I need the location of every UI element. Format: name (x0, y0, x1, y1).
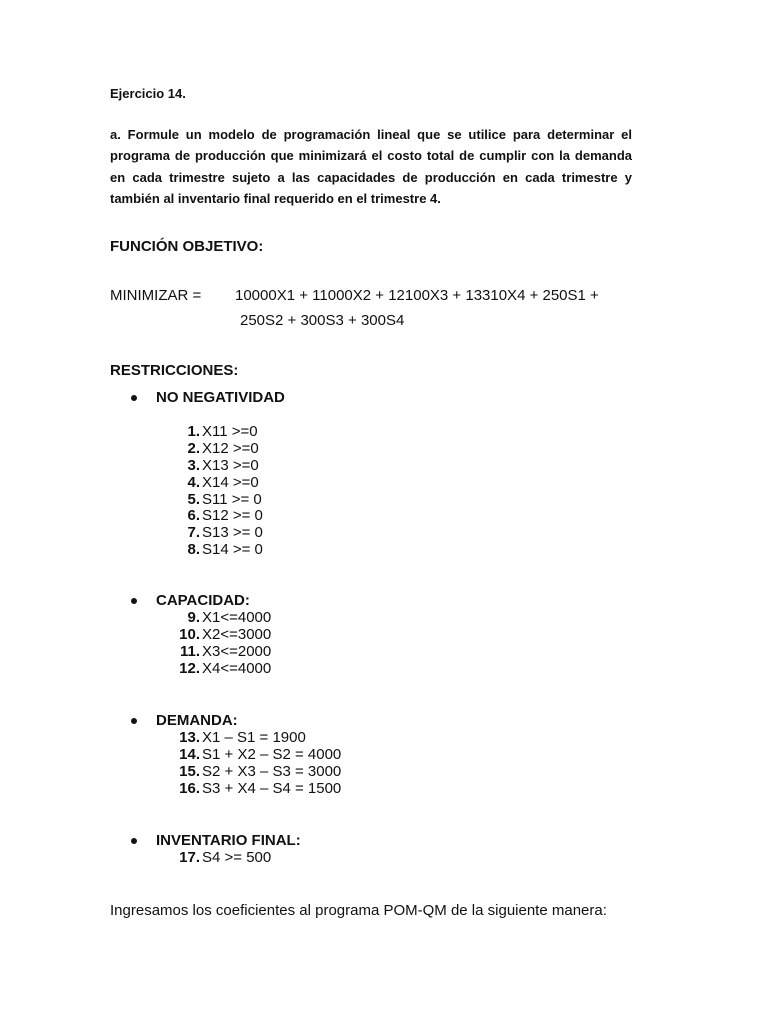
list-item (150, 508, 263, 525)
objective-expression-line2: 250S2 + 300S3 + 300S4 (240, 312, 405, 329)
list-item (150, 627, 271, 644)
list-item (150, 525, 263, 542)
constraint-list-demanda (150, 730, 341, 798)
item-number: 10. (179, 625, 200, 643)
list-item (150, 644, 271, 661)
group-title: DEMANDA: (156, 712, 238, 729)
bullet-icon (131, 395, 137, 401)
restrictions-heading: RESTRICCIONES: (110, 362, 239, 379)
list-item (150, 850, 271, 867)
list-item (150, 781, 341, 798)
item-number: 14. (179, 745, 200, 763)
closing-sentence: Ingresamos los coeficientes al programa POM-QM de la siguiente manera: (110, 902, 607, 919)
constraint-list-no-negatividad (150, 424, 263, 559)
item-text: X14 >=0 (202, 473, 259, 491)
list-item (150, 458, 263, 475)
list-item (150, 764, 341, 781)
item-text: S1 + X2 – S2 = 4000 (202, 745, 342, 763)
constraint-list-capacidad (150, 610, 271, 678)
item-number: 9. (187, 609, 200, 626)
list-item (150, 492, 263, 509)
bullet-icon (131, 838, 137, 844)
list-item (150, 661, 271, 678)
item-text: X3<=2000 (202, 642, 272, 660)
item-number: 4. (187, 473, 200, 491)
bullet-icon (131, 718, 137, 724)
group-heading-no-negatividad (131, 389, 285, 406)
item-text: S2 + X3 – S3 = 3000 (202, 762, 342, 780)
item-text: X12 >=0 (202, 439, 259, 457)
item-text: X11 >=0 (202, 423, 258, 440)
item-number: 15. (179, 762, 200, 780)
intro-text: Formule un modelo de programación lineal que se utilice para determinar el programa de producción que minimizará el costo total de cumplir con la demanda en cada trimestre sujeto a las capacidades de producción en cada trimestre y también al inventario final requerido en el trimestre 4. (110, 127, 632, 206)
item-number: 5. (187, 490, 200, 508)
item-text: S4 >= 500 (202, 849, 272, 866)
list-item (150, 610, 271, 627)
objective-heading: FUNCIÓN OBJETIVO: (110, 238, 264, 255)
item-number: 13. (179, 729, 200, 746)
item-text: S13 >= 0 (202, 524, 263, 542)
group-title: CAPACIDAD: (156, 592, 250, 609)
item-number: 1. (187, 423, 200, 440)
item-text: X1 – S1 = 1900 (202, 729, 306, 746)
group-heading-capacidad (131, 592, 250, 609)
item-text: X4<=4000 (202, 659, 272, 677)
item-number: 17. (179, 849, 200, 866)
item-number: 6. (187, 507, 200, 525)
item-text: S12 >= 0 (202, 507, 263, 525)
objective-label: MINIMIZAR = (110, 287, 202, 304)
list-item (150, 424, 263, 441)
item-text: X1<=4000 (202, 609, 272, 626)
group-heading-demanda (131, 712, 238, 729)
list-item (150, 747, 341, 764)
intro-paragraph (110, 124, 632, 209)
item-number: 7. (187, 524, 200, 542)
group-title: NO NEGATIVIDAD (156, 389, 285, 406)
item-number: 8. (187, 541, 200, 559)
objective-expression-line1: 10000X1 + 11000X2 + 12100X3 + 13310X4 + 250S1 + (235, 287, 599, 304)
list-item (150, 730, 341, 747)
bullet-icon (131, 598, 137, 604)
exercise-title: Ejercicio 14. (110, 86, 186, 101)
item-number: 2. (187, 439, 200, 457)
group-heading-inventario-final (131, 832, 301, 849)
list-item (150, 441, 263, 458)
group-title: INVENTARIO FINAL: (156, 832, 301, 849)
item-text: S11 >= 0 (202, 490, 262, 508)
item-number: 3. (187, 456, 200, 474)
list-item (150, 475, 263, 492)
item-text: X2<=3000 (202, 625, 272, 643)
item-text: S14 >= 0 (202, 541, 263, 559)
item-number: 12. (179, 659, 200, 677)
intro-lead: a. (110, 127, 121, 142)
constraint-list-inventario-final (150, 850, 271, 867)
item-text: S3 + X4 – S4 = 1500 (202, 779, 342, 797)
item-text: X13 >=0 (202, 456, 259, 474)
item-number: 16. (179, 779, 200, 797)
item-number: 11. (179, 642, 200, 660)
list-item (150, 542, 263, 559)
